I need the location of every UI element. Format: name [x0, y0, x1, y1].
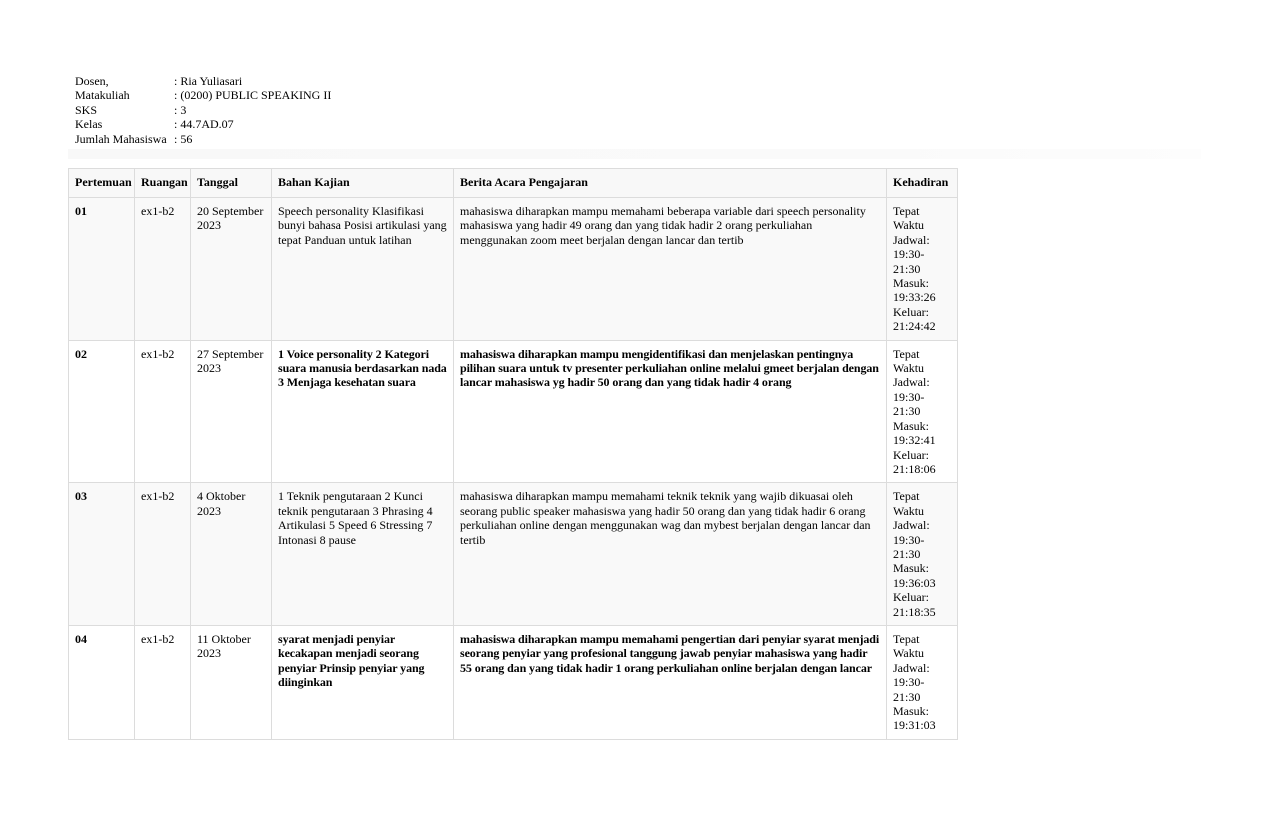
attendance-line: Masuk:	[893, 704, 929, 718]
info-value: : Ria Yuliasari	[174, 74, 243, 88]
attendance-line: Jadwal:	[893, 518, 930, 533]
cell-room: ex1-b2	[135, 625, 191, 739]
cell-date: 27 September 2023	[191, 340, 272, 483]
header-report: Berita Acara Pengajaran	[454, 169, 887, 198]
attendance-line: 19:32:41	[893, 433, 936, 448]
attendance-line: Masuk:	[893, 418, 929, 433]
attendance-line: 19:36:03	[893, 575, 936, 590]
attendance-line: Waktu	[893, 646, 925, 661]
separator-band	[68, 149, 1201, 159]
cell-meeting: 01	[69, 198, 135, 341]
attendance-line: Jadwal:	[893, 660, 930, 675]
attendance-line: 19:33:26	[893, 290, 936, 305]
attendance-line: 21:18:06	[893, 461, 936, 476]
cell-meeting: 04	[69, 625, 135, 739]
attendance-line: Keluar:	[893, 590, 929, 605]
attendance-line: 19:30-	[893, 675, 925, 690]
attendance-line: 19:30-	[893, 532, 925, 547]
cell-meeting: 02	[69, 340, 135, 483]
info-value: : (0200) PUBLIC SPEAKING II	[174, 88, 332, 103]
attendance-line: 19:31:03	[893, 718, 936, 733]
info-value: : 3	[174, 102, 187, 117]
cell-attendance	[887, 340, 958, 483]
info-label: SKS	[75, 102, 98, 117]
info-label: Dosen,	[75, 74, 109, 88]
cell-topic: 1 Teknik pengutaraan 2 Kunci teknik pengutaraan 3 Phrasing 4 Artikulasi 5 Speed 6 Stressing 7 Intonasi 8 pause	[272, 483, 454, 626]
attendance-line: Masuk:	[893, 276, 929, 291]
attendance-line: 19:30-	[893, 247, 925, 262]
attendance-line: 21:30	[893, 689, 921, 704]
cell-topic: 1 Voice personality 2 Kategori suara manusia berdasarkan nada 3 Menjaga kesehatan suara	[272, 340, 454, 483]
cell-attendance	[887, 483, 958, 626]
attendance-line: 21:30	[893, 546, 921, 561]
info-value: : 56	[174, 131, 193, 146]
table-row	[69, 340, 958, 483]
attendance-line: 21:18:35	[893, 604, 936, 619]
cell-topic: syarat menjadi penyiar kecakapan menjadi seorang penyiar Prinsip penyiar yang diinginkan	[272, 625, 454, 739]
attendance-line: Jadwal:	[893, 232, 930, 247]
attendance-line: Keluar:	[893, 304, 929, 319]
info-row-course	[75, 88, 331, 102]
info-row-class	[75, 117, 331, 131]
header-date: Tanggal	[191, 169, 272, 198]
header-attendance: Kehadiran	[887, 169, 958, 198]
info-row-lecturer	[75, 74, 331, 88]
cell-room: ex1-b2	[135, 340, 191, 483]
cell-date: 20 September 2023	[191, 198, 272, 341]
info-label: Matakuliah	[75, 88, 130, 103]
attendance-line: 21:30	[893, 404, 921, 419]
info-label: Kelas	[75, 117, 103, 132]
session-table	[68, 168, 958, 740]
header-meeting: Pertemuan	[69, 169, 135, 198]
course-info	[75, 74, 331, 146]
table-row	[69, 198, 958, 341]
attendance-line: 19:30-	[893, 389, 925, 404]
table-row	[69, 625, 958, 739]
attendance-line: Masuk:	[893, 561, 929, 576]
attendance-line: Keluar:	[893, 447, 929, 462]
cell-report: mahasiswa diharapkan mampu mengidentifikasi dan menjelaskan pentingnya pilihan suara untuk tv presenter perkuliahan online melalui gmeet berjalan dengan lancar mahasiswa yg hadir 50 orang dan yang tidak hadir 4 orang	[454, 340, 887, 483]
cell-room: ex1-b2	[135, 483, 191, 626]
cell-report: mahasiswa diharapkan mampu memahami beberapa variable dari speech personality mahasiswa yang hadir 49 orang dan yang tidak hadir 2 orang perkuliahan menggunakan zoom meet berjalan dengan lancar dan tertib	[454, 198, 887, 341]
attendance-line: Tepat	[893, 346, 920, 361]
header-topic: Bahan Kajian	[272, 169, 454, 198]
table-header-row	[69, 169, 958, 198]
cell-report: mahasiswa diharapkan mampu memahami teknik teknik yang wajib dikuasai oleh seorang public speaker mahasiswa yang hadir 50 orang dan yang tidak hadir 6 orang perkuliahan online dengan menggunakan wag dan mybest berjalan dengan lancar dan tertib	[454, 483, 887, 626]
attendance-line: Waktu	[893, 503, 925, 518]
cell-attendance	[887, 625, 958, 739]
info-row-students	[75, 132, 331, 146]
attendance-line: Waktu	[893, 218, 925, 233]
attendance-line: 21:24:42	[893, 319, 936, 334]
attendance-line: Tepat	[893, 489, 920, 504]
attendance-line: 21:30	[893, 261, 921, 276]
info-label: Jumlah Mahasiswa	[75, 131, 167, 146]
attendance-line: Waktu	[893, 361, 925, 376]
table-row	[69, 483, 958, 626]
cell-date: 4 Oktober 2023	[191, 483, 272, 626]
cell-date: 11 Oktober 2023	[191, 625, 272, 739]
cell-room: ex1-b2	[135, 198, 191, 341]
attendance-line: Tepat	[893, 631, 920, 646]
header-room: Ruangan	[135, 169, 191, 198]
info-value: : 44.7AD.07	[174, 117, 234, 132]
info-row-credits	[75, 103, 331, 117]
cell-attendance	[887, 198, 958, 341]
cell-meeting: 03	[69, 483, 135, 626]
cell-topic: Speech personality Klasifikasi bunyi bahasa Posisi artikulasi yang tepat Panduan untuk latihan	[272, 198, 454, 341]
cell-report: mahasiswa diharapkan mampu memahami pengertian dari penyiar syarat menjadi seorang penyiar yang profesional tanggung jawab penyiar mahasiswa yang hadir 55 orang dan yang tidak hadir 1 orang perkuliahan online berjalan dengan lancar	[454, 625, 887, 739]
attendance-line: Jadwal:	[893, 375, 930, 390]
attendance-line: Tepat	[893, 204, 920, 218]
